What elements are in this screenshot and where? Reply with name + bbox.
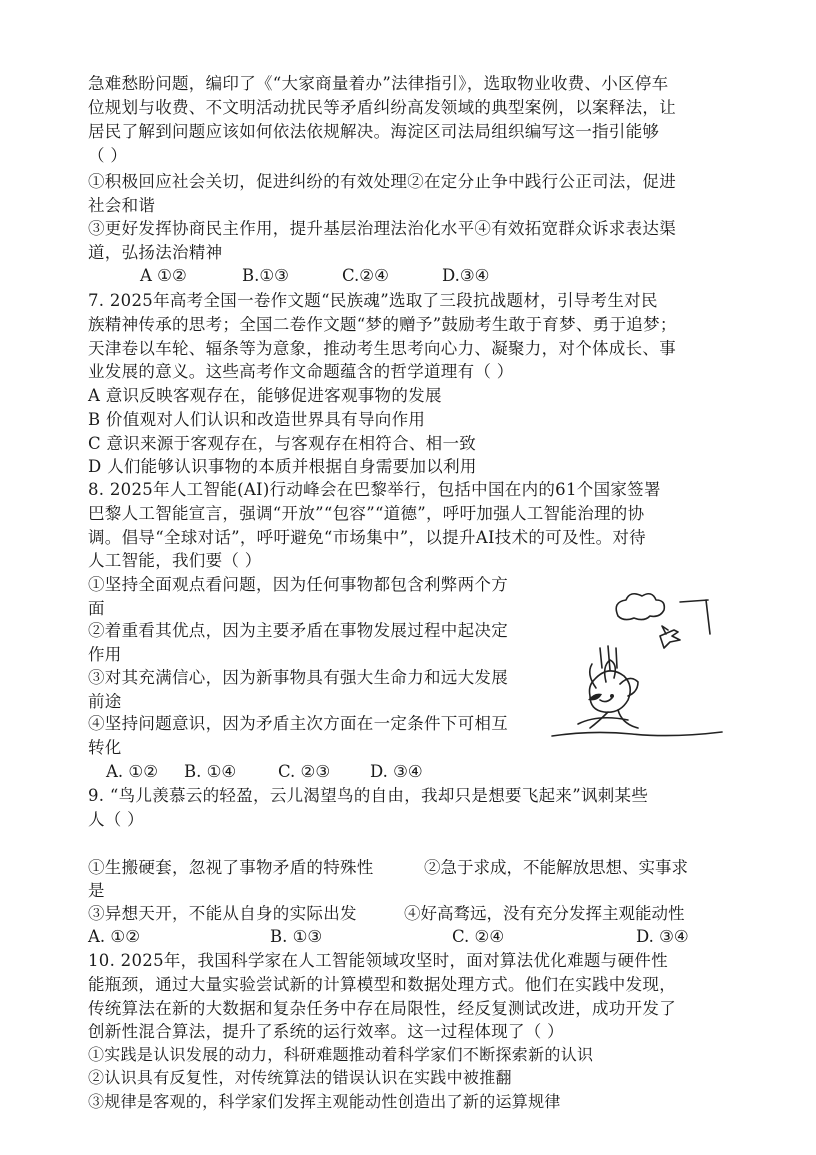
q10-line: 创新性混合算法，提升了系统的运行效率。这一过程体现了（ ）	[88, 1022, 564, 1041]
q7-option-c: C 意识来源于客观存在，与客观存在相符合、相一致	[88, 434, 477, 453]
q7-line: 族精神传承的思考；全国二卷作文题“梦的赠予”鼓励考生敢于育梦、勇于追梦；	[88, 315, 677, 334]
q7-line: 天津卷以车轮、辐条等为意象，推动考生思考向心力、凝聚力，对个体成长、事	[88, 339, 676, 358]
q6-option-b: B.①③	[242, 266, 289, 285]
q9-statement: ③异想天开，不能从自身的实际出发	[88, 904, 357, 923]
q8-statement: 作用	[88, 645, 122, 664]
q9-line: 9. “鸟儿羡慕云的轻盈，云儿渴望鸟的自由，我却只是想要飞起来”讽刺某些	[88, 786, 649, 805]
q9-option-c: C. ②④	[452, 927, 505, 946]
q8-statement: ①坚持全面观点看问题，因为任何事物都包含利弊两个方	[88, 575, 508, 594]
q8-statement: ③对其充满信心，因为新事物具有强大生命力和远大发展	[88, 668, 508, 687]
q9-statement: ②急于求成，不能解放思想、实事求	[424, 858, 688, 877]
q6-statement: 道，弘扬法治精神	[88, 243, 223, 262]
q9-option-b: B. ①③	[270, 927, 323, 946]
q6-answer-blank: （ ）	[88, 146, 128, 165]
q9-statement: ①生搬硬套，忽视了事物矛盾的特殊性	[88, 858, 374, 877]
q6-line: 急难愁盼问题，编印了《“大家商量着办”法律指引》，选取物业收费、小区停车	[88, 74, 669, 93]
q6-statement: ①积极回应社会关切，促进纠纷的有效处理②在定分止争中践行公正司法，促进	[88, 172, 676, 191]
figure-icon	[590, 671, 631, 712]
q8-line: 人工智能，我们要（ ）	[88, 551, 262, 570]
q10-statement: ①实践是认识发展的动力，科研难题推动着科学家们不断探索新的认识	[88, 1045, 594, 1064]
q9-option-a: A. ①②	[88, 927, 140, 946]
q10-line: 能瓶颈，通过大量实验尝试新的计算模型和数据处理方式。他们在实践中发现，	[88, 975, 676, 994]
q10-statement: ②认识具有反复性，对传统算法的错误认识在实践中被推翻	[88, 1068, 512, 1087]
q8-statement: 转化	[88, 738, 122, 757]
q8-option-d: D. ③④	[370, 762, 423, 781]
q7-option-a: A 意识反映客观存在，能够促进客观事物的发展	[88, 386, 442, 405]
q8-statement: 前途	[88, 692, 122, 711]
q7-line: 7. 2025年高考全国一卷作文题“民族魂”选取了三段抗战题材，引导考生对民	[88, 291, 658, 310]
q6-statement: 社会和谐	[88, 196, 156, 215]
q8-statement: ④坚持问题意识，因为矛盾主次方面在一定条件下可相互	[88, 714, 508, 733]
q8-line: 巴黎人工智能宣言，强调“开放”“包容”“道德”，呼吁加强人工智能治理的协	[88, 504, 645, 523]
q6-statement: ③更好发挥协商民主作用，提升基层治理法治化水平④有效拓宽群众诉求表达渠	[88, 219, 676, 238]
q7-option-b: B 价值观对人们认识和改造世界具有导向作用	[88, 410, 426, 429]
q8-statement: 面	[88, 599, 105, 618]
q7-line: 业发展的意义。这些高考作文命题蕴含的哲学道理有（ ）	[88, 362, 514, 381]
q9-line: 人（ ）	[88, 810, 144, 829]
q8-line: 8. 2025年人工智能(AI)行动峰会在巴黎举行，包括中国在内的61个国家签署	[88, 480, 661, 499]
cloud-icon	[616, 594, 664, 620]
q8-option-a: A. ①②	[106, 762, 158, 781]
q8-option-c: C. ②③	[278, 762, 331, 781]
q10-statement: ③规律是客观的，科学家们发挥主观能动性创造出了新的运算规律	[88, 1092, 561, 1111]
q8-statement: ②着重看其优点，因为主要矛盾在事物发展过程中起决定	[88, 621, 508, 640]
q6-option-a: A ①②	[140, 266, 187, 285]
bird-icon	[660, 630, 680, 648]
q8-line: 调。倡导“全球对话”，呼吁避免“市场集中”，以提升AI技术的可及性。对待	[88, 528, 646, 547]
q6-line: 居民了解到问题应该如何依法依规解决。海淀区司法局组织编写这一指引能够	[88, 122, 660, 141]
q6-option-c: C.②④	[342, 266, 389, 285]
cartoon-illustration	[548, 588, 748, 748]
q9-option-d: D. ③④	[636, 927, 689, 946]
q9-statement: ④好高骛远，没有充分发挥主观能动性	[404, 904, 685, 923]
q10-line: 10. 2025年，我国科学家在人工智能领域攻坚时，面对算法优化难题与硬件性	[88, 951, 668, 970]
q6-line: 位规划与收费、不文明活动扰民等矛盾纠纷高发领域的典型案例，以案释法，让	[88, 98, 676, 117]
q8-option-b: B. ①④	[184, 762, 237, 781]
q7-option-d: D 人们能够认识事物的本质并根据自身需要加以利用	[88, 457, 477, 476]
q6-option-d: D.③④	[442, 266, 490, 285]
q9-statement: 是	[88, 881, 105, 900]
q10-line: 传统算法在新的大数据和复杂任务中存在局限性，经反复测试改进，成功开发了	[88, 999, 676, 1018]
